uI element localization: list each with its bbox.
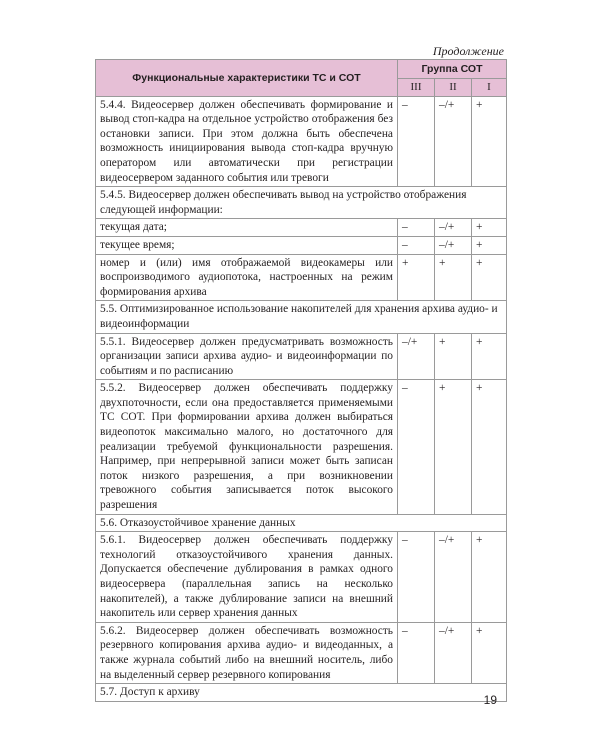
table-row — [96, 254, 507, 301]
table-row — [96, 236, 507, 254]
mark-group-i: + — [472, 219, 507, 237]
continuation-label: Продолжение — [432, 44, 504, 58]
requirement-text: текущая дата; — [96, 219, 398, 237]
requirements-table — [95, 59, 507, 702]
mark-group-i: + — [472, 236, 507, 254]
section-heading: 5.4.5. Видеосервер должен обеспечивать вывод на устройство отображения следующей информации: — [96, 187, 507, 219]
table-row — [96, 96, 507, 187]
mark-group-i: + — [472, 254, 507, 301]
section-heading: 5.6. Отказоустойчивое хранение данных — [96, 514, 507, 532]
mark-group-i: + — [472, 333, 507, 380]
section-heading: 5.5. Оптимизированное использование накопителей для хранения архива аудио- и видеоинформации — [96, 301, 507, 333]
mark-group-i: + — [472, 96, 507, 187]
mark-group-ii: –/+ — [435, 96, 472, 187]
mark-group-iii: – — [398, 96, 435, 187]
header-group-i: I — [472, 79, 507, 97]
requirement-text: текущее время; — [96, 236, 398, 254]
mark-group-i: + — [472, 532, 507, 623]
table-row — [96, 380, 507, 514]
mark-group-iii: – — [398, 380, 435, 514]
requirement-text: 5.6.2. Видеосервер должен обеспечивать возможность резервного копирования архива аудио- и видеоданных, а также журнала событий либо на внешний носитель, либо на выделенный сервер резервного копирования — [96, 622, 398, 683]
mark-group-ii: –/+ — [435, 219, 472, 237]
section-row — [96, 301, 507, 333]
mark-group-ii: –/+ — [435, 532, 472, 623]
page-number: 19 — [483, 693, 497, 707]
section-row — [96, 684, 507, 702]
section-row — [96, 187, 507, 219]
mark-group-iii: – — [398, 219, 435, 237]
mark-group-ii: + — [435, 380, 472, 514]
mark-group-i: + — [472, 380, 507, 514]
header-group: Группа СОТ — [398, 60, 507, 79]
requirement-text: 5.4.4. Видеосервер должен обеспечивать формирование и вывод стоп-кадра на отдельное устройство отображения без остановки записи. При этом должна быть обеспечена возможность инициирования вывода стоп-кадра вручную оператором или автоматически при регистрации видеосервером заданного события или тревоги — [96, 96, 398, 187]
mark-group-ii: –/+ — [435, 236, 472, 254]
table-row — [96, 532, 507, 623]
requirement-text: 5.6.1. Видеосервер должен обеспечивать поддержку технологий отказоустойчивого хранения данных. Допускается обеспечение дублирования в рамках одного видеосервера (параллельная запись на несколько накопителей), а также дублирование записи на внешний накопитель или сервер хранения данных — [96, 532, 398, 623]
mark-group-i: + — [472, 622, 507, 683]
mark-group-iii: – — [398, 622, 435, 683]
table-row — [96, 219, 507, 237]
table-body — [96, 96, 507, 701]
section-row — [96, 514, 507, 532]
header-group-ii: II — [435, 79, 472, 97]
section-heading: 5.7. Доступ к архиву — [96, 684, 507, 702]
mark-group-ii: + — [435, 254, 472, 301]
requirement-text: номер и (или) имя отображаемой видеокамеры или воспроизводимого аудиопотока, настроенных на режим формирования архива — [96, 254, 398, 301]
mark-group-iii: –/+ — [398, 333, 435, 380]
header-group-iii: III — [398, 79, 435, 97]
requirement-text: 5.5.1. Видеосервер должен предусматривать возможность организации записи архива аудио- и видеоинформации по событиям и по расписанию — [96, 333, 398, 380]
table-row — [96, 622, 507, 683]
mark-group-iii: – — [398, 236, 435, 254]
header-characteristics: Функциональные характеристики ТС и СОТ — [96, 60, 398, 97]
requirement-text: 5.5.2. Видеосервер должен обеспечивать поддержку двухпоточности, если она предоставляется применяемыми ТС СОТ. При формировании архива должен выбираться видеопоток максимально малого, но достаточного для реализации требуемой функциональности разрешения. Например, при непрерывной записи может быть записан поток низкого разрешения, а при возникновении тревожного события записывается поток высокого разрешения — [96, 380, 398, 514]
mark-group-iii: + — [398, 254, 435, 301]
table-row — [96, 333, 507, 380]
mark-group-iii: – — [398, 532, 435, 623]
mark-group-ii: + — [435, 333, 472, 380]
mark-group-ii: –/+ — [435, 622, 472, 683]
